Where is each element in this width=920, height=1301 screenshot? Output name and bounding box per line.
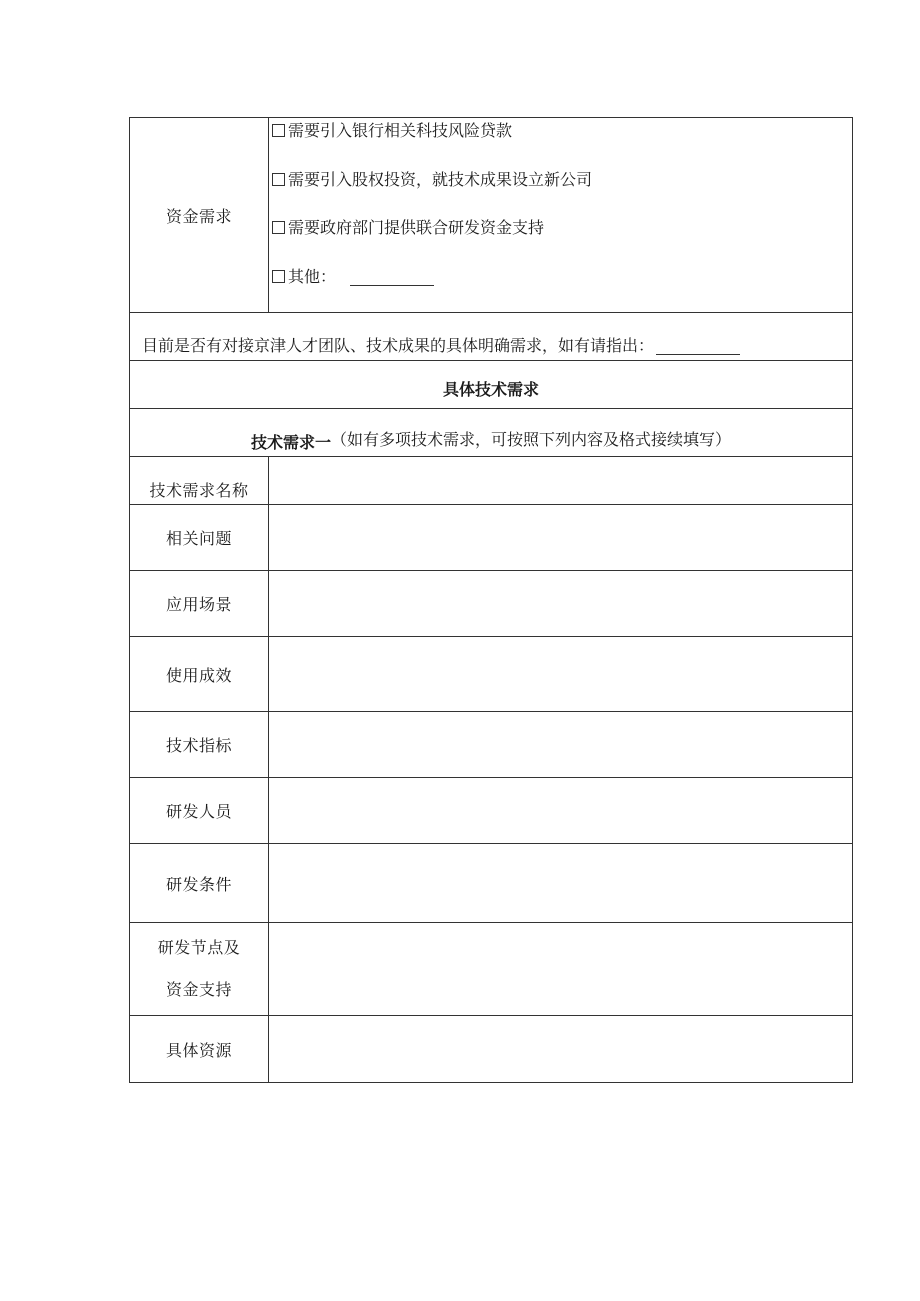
section-title-row <box>130 361 853 409</box>
field-row-indicator <box>130 712 853 778</box>
option-label: 需要引入股权投资，就技术成果设立新公司 <box>288 169 593 189</box>
option-label: 其他： <box>288 266 337 286</box>
field-input-conditions[interactable] <box>269 844 853 923</box>
field-input-milestone[interactable] <box>269 923 853 1016</box>
field-input-problem[interactable] <box>269 505 853 571</box>
field-label-name <box>130 457 269 505</box>
field-label-text: 技术需求名称 <box>149 481 249 500</box>
field-input-indicator[interactable] <box>269 712 853 778</box>
checkbox-icon[interactable] <box>272 270 285 283</box>
tech-demand-form <box>129 117 853 1083</box>
section-title <box>130 361 853 409</box>
subsection-title <box>130 409 853 457</box>
subsection-row <box>130 409 853 457</box>
funding-label: 资金需求 <box>130 118 269 313</box>
field-label-milestone <box>130 923 269 1016</box>
section-title-text: 具体技术需求 <box>442 380 539 399</box>
subsection-bold-label: 技术需求一 <box>250 433 331 452</box>
field-label-problem: 相关问题 <box>130 505 269 571</box>
question-row <box>130 313 853 361</box>
question-text: 目前是否有对接京津人才团队、技术成果的具体明确需求，如有请指出： <box>142 336 655 355</box>
field-row-name <box>130 457 853 505</box>
field-input-staff[interactable] <box>269 778 853 844</box>
funding-option-equity[interactable] <box>272 167 852 216</box>
field-label-resources: 具体资源 <box>130 1016 269 1083</box>
funding-row <box>130 118 853 313</box>
field-label-conditions: 研发条件 <box>130 844 269 923</box>
field-label-milestone-line2: 资金支持 <box>165 980 232 999</box>
field-row-milestone <box>130 923 853 1016</box>
question-cell[interactable] <box>130 313 853 361</box>
field-input-effect[interactable] <box>269 637 853 712</box>
subsection-note: （如有多项技术需求，可按照下列内容及格式接续填写） <box>331 430 732 449</box>
funding-option-government[interactable] <box>272 215 852 264</box>
field-row-effect <box>130 637 853 712</box>
checkbox-icon[interactable] <box>272 124 285 137</box>
field-row-conditions <box>130 844 853 923</box>
option-label: 需要引入银行相关科技风险贷款 <box>288 121 513 140</box>
checkbox-icon[interactable] <box>272 221 285 234</box>
field-row-resources <box>130 1016 853 1083</box>
field-input-scenario[interactable] <box>269 571 853 637</box>
field-label-staff: 研发人员 <box>130 778 269 844</box>
question-fill-blank[interactable] <box>656 338 740 355</box>
field-label-effect: 使用成效 <box>130 637 269 712</box>
field-row-problem <box>130 505 853 571</box>
field-label-scenario: 应用场景 <box>130 571 269 637</box>
field-row-staff <box>130 778 853 844</box>
funding-option-bank-loan[interactable] <box>272 118 852 167</box>
field-label-indicator: 技术指标 <box>130 712 269 778</box>
field-label-milestone-line1: 研发节点及 <box>157 938 241 957</box>
funding-options <box>269 118 853 313</box>
other-fill-blank[interactable] <box>350 269 434 286</box>
field-input-name[interactable] <box>269 457 853 505</box>
checkbox-icon[interactable] <box>272 173 285 186</box>
field-row-scenario <box>130 571 853 637</box>
option-label: 需要政府部门提供联合研发资金支持 <box>288 218 545 237</box>
funding-option-other[interactable] <box>272 264 852 313</box>
field-input-resources[interactable] <box>269 1016 853 1083</box>
